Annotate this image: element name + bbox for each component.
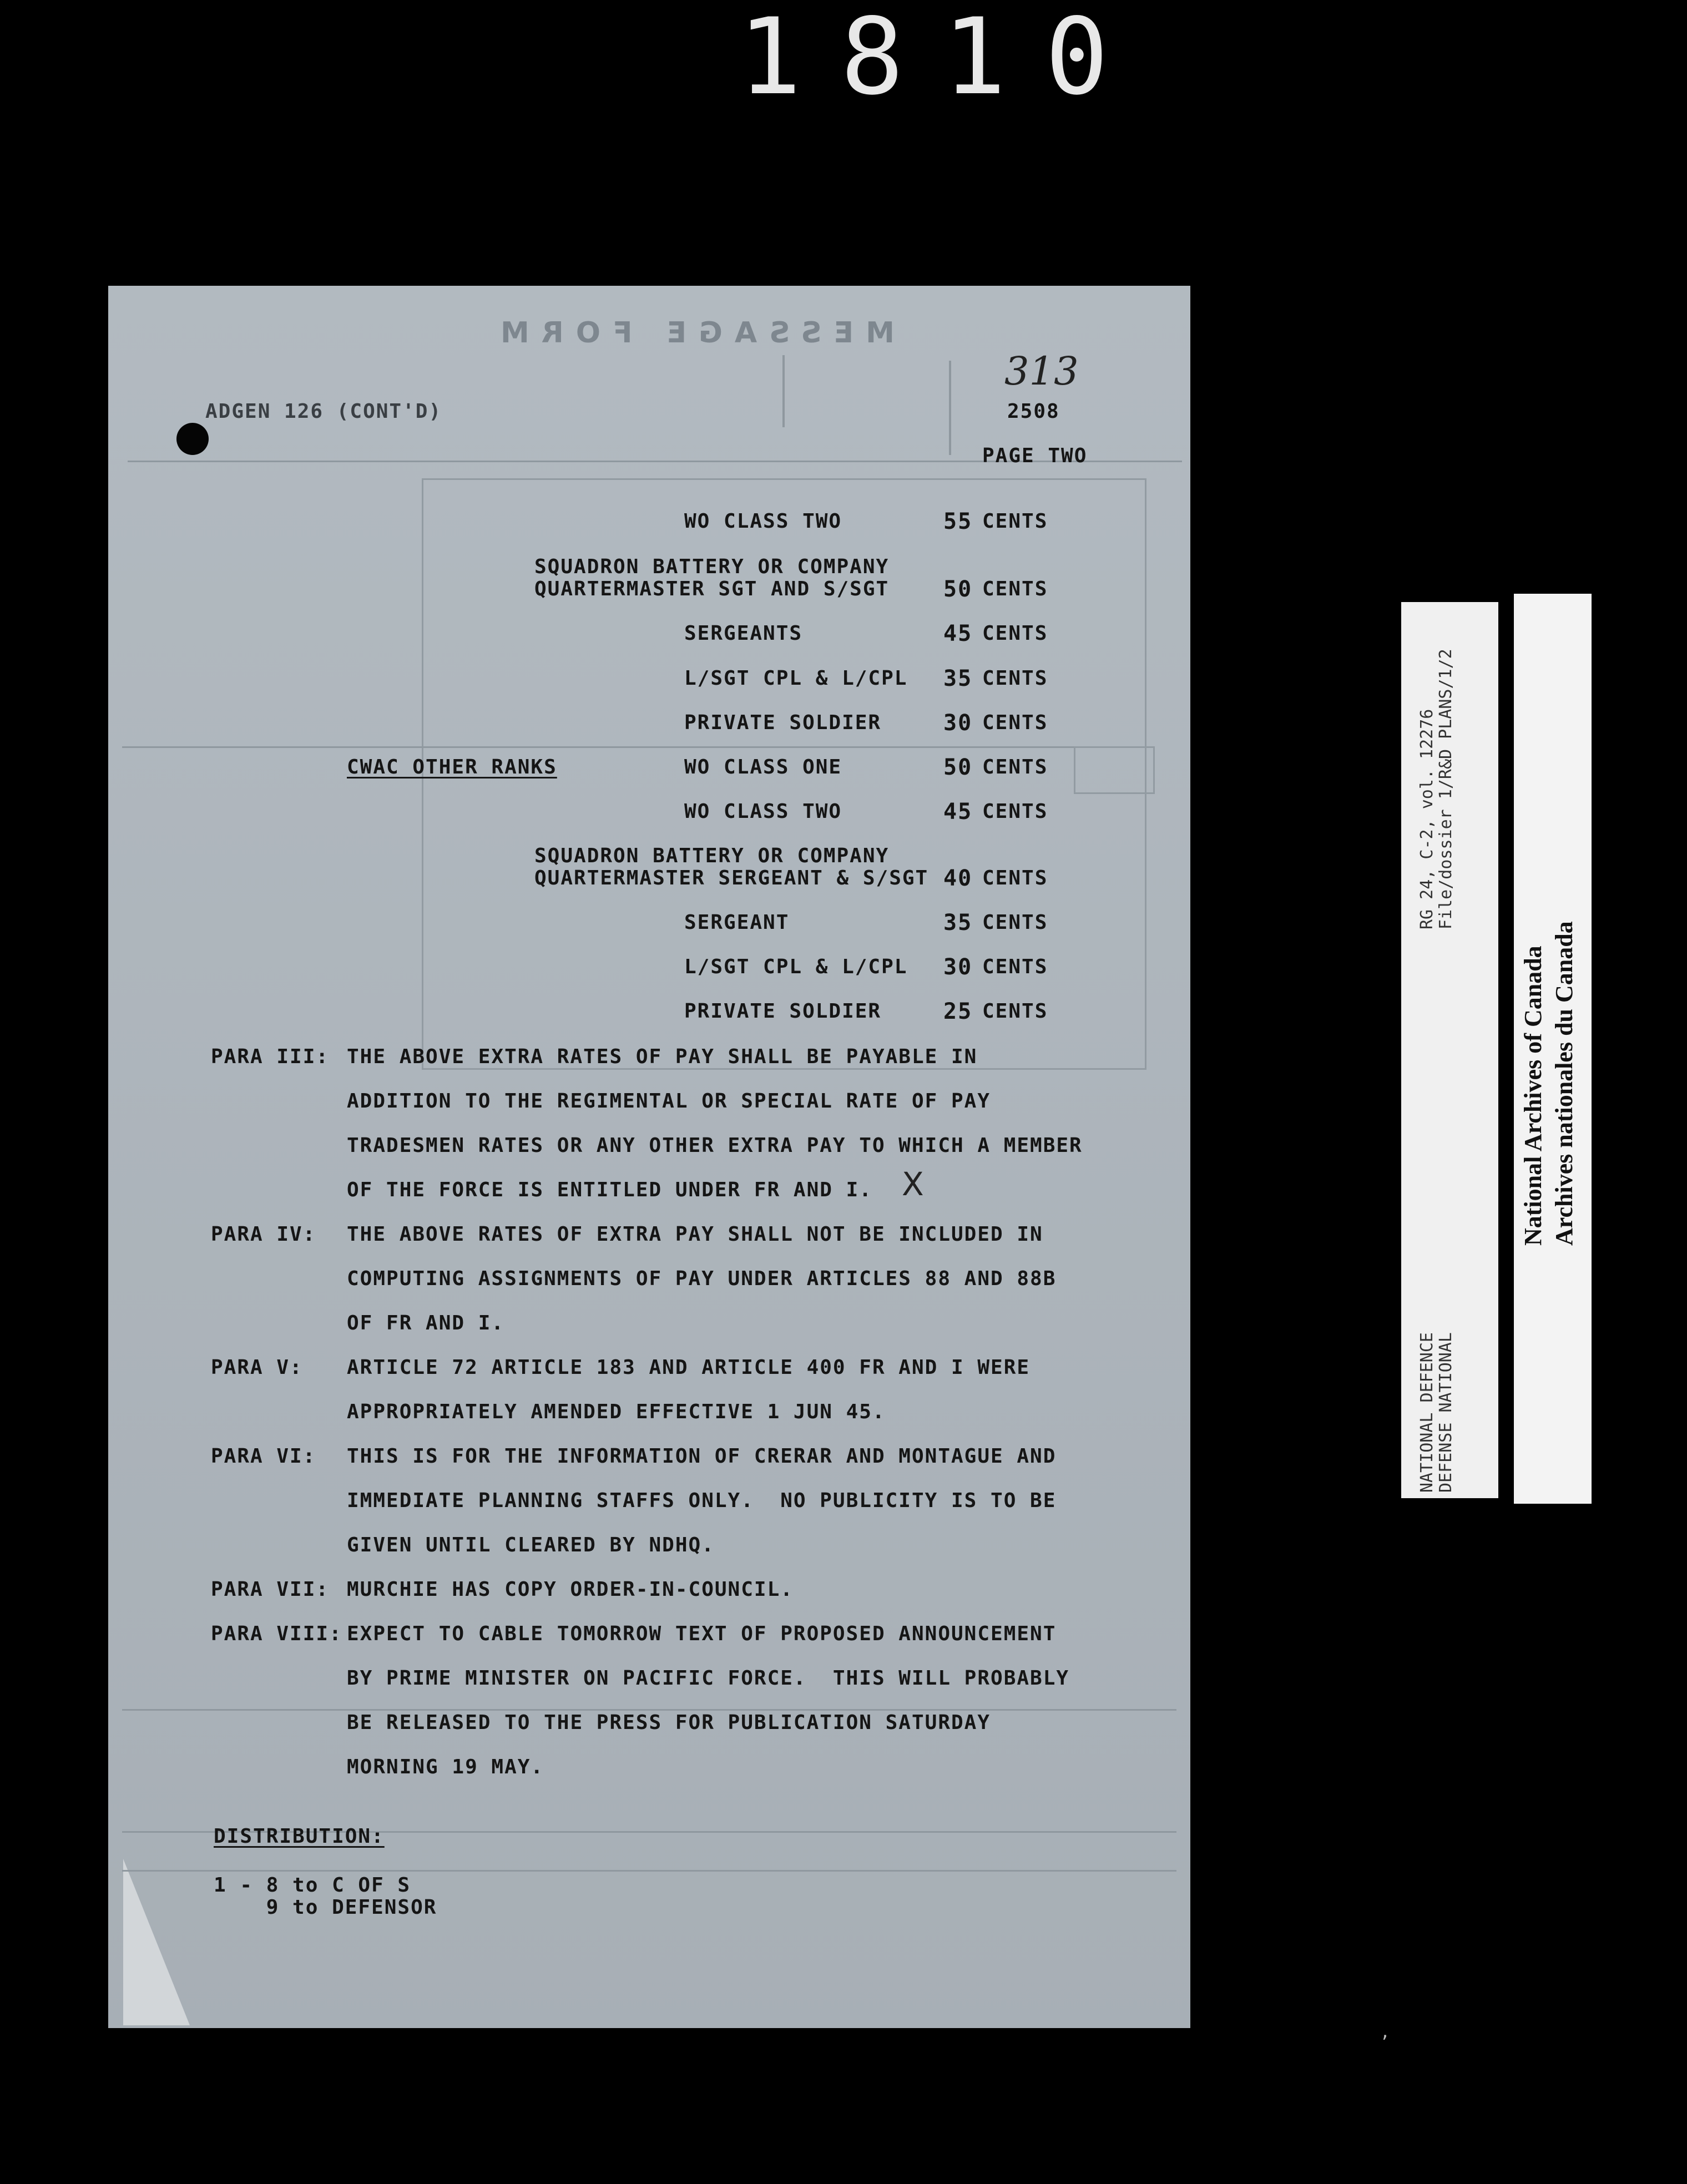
rate-rank: SQUADRON BATTERY OR COMPANY bbox=[534, 845, 890, 867]
rate-amount: 35 bbox=[943, 666, 973, 691]
para-line: APPROPRIATELY AMENDED EFFECTIVE 1 JUN 45. bbox=[347, 1401, 886, 1423]
rate-unit: CENTS bbox=[982, 800, 1048, 823]
para-line: COMPUTING ASSIGNMENTS OF PAY UNDER ARTICLES 88 AND 88B bbox=[347, 1267, 1057, 1290]
ghost-line bbox=[949, 361, 951, 455]
rate-rank: PRIVATE SOLDIER bbox=[684, 1000, 882, 1023]
archive-institution-line: Archives nationales du Canada bbox=[1550, 921, 1578, 1246]
para-label: PARA VIII: bbox=[211, 1622, 342, 1645]
rate-amount: 40 bbox=[943, 866, 973, 891]
para-line: GIVEN UNTIL CLEARED BY NDHQ. bbox=[347, 1534, 715, 1556]
cwac-label: CWAC OTHER RANKS bbox=[347, 756, 557, 778]
para-label: PARA VI: bbox=[211, 1445, 316, 1468]
rate-amount: 45 bbox=[943, 799, 973, 825]
rate-unit: CENTS bbox=[982, 578, 1048, 600]
message-number: 2508 bbox=[1007, 400, 1060, 423]
para-line: BE RELEASED TO THE PRESS FOR PUBLICATION SATURDAY bbox=[347, 1711, 991, 1734]
film-scratch-mark: , bbox=[1382, 2020, 1388, 2043]
archive-reference-line: File/dossier 1/R&D PLANS/1/2 bbox=[1436, 649, 1456, 929]
para-line: OF FR AND I. bbox=[347, 1312, 505, 1334]
archive-reference-line: RG 24, C-2, vol. 12276 bbox=[1417, 709, 1437, 929]
rate-rank: QUARTERMASTER SERGEANT & S/SGT bbox=[534, 867, 929, 889]
para-line: BY PRIME MINISTER ON PACIFIC FORCE. THIS WILL PROBABLY bbox=[347, 1667, 1070, 1690]
rate-amount: 50 bbox=[943, 755, 973, 780]
rate-rank: QUARTERMASTER SGT AND S/SGT bbox=[534, 578, 890, 600]
archive-department bbox=[1418, 1332, 1456, 1493]
archive-department-line: NATIONAL DEFENCE bbox=[1417, 1332, 1437, 1493]
rate-unit: CENTS bbox=[982, 1000, 1048, 1023]
rate-rank: WO CLASS ONE bbox=[684, 756, 842, 778]
archive-reference bbox=[1418, 649, 1456, 929]
archive-department-line: DEFENSE NATIONAL bbox=[1436, 1332, 1456, 1493]
ghost-line bbox=[122, 1870, 1176, 1872]
ghost-line bbox=[782, 355, 785, 427]
para-label: PARA III: bbox=[211, 1045, 330, 1068]
para-line: THIS IS FOR THE INFORMATION OF CRERAR AND MONTAGUE AND bbox=[347, 1445, 1057, 1468]
para-line: THE ABOVE RATES OF EXTRA PAY SHALL NOT BE INCLUDED IN bbox=[347, 1223, 1043, 1246]
distribution-line: 1 - 8 to C OF S bbox=[214, 1874, 411, 1897]
ghost-form-title: MESSAGE FORM bbox=[488, 316, 895, 350]
rate-amount: 25 bbox=[943, 999, 973, 1024]
rate-rank: SERGEANT bbox=[684, 911, 790, 934]
microfilm-frame-number: 1810 bbox=[738, 0, 1148, 118]
rate-rank: SQUADRON BATTERY OR COMPANY bbox=[534, 555, 890, 578]
rate-unit: CENTS bbox=[982, 622, 1048, 645]
para-label: PARA V: bbox=[211, 1356, 303, 1379]
para-label: PARA IV: bbox=[211, 1223, 316, 1246]
rate-rank: PRIVATE SOLDIER bbox=[684, 711, 882, 734]
rate-rank: L/SGT CPL & L/CPL bbox=[684, 667, 908, 690]
rate-rank: SERGEANTS bbox=[684, 622, 803, 645]
handwritten-folio: 313 bbox=[1004, 348, 1079, 394]
rate-amount: 45 bbox=[943, 621, 973, 646]
distribution-line: 9 to DEFENSOR bbox=[214, 1896, 437, 1919]
rate-unit: CENTS bbox=[982, 911, 1048, 934]
rate-unit: CENTS bbox=[982, 756, 1048, 778]
para-line: TRADESMEN RATES OR ANY OTHER EXTRA PAY TO WHICH A MEMBER bbox=[347, 1134, 1083, 1157]
message-reference: ADGEN 126 (CONT'D) bbox=[205, 400, 442, 423]
archive-institution bbox=[1518, 921, 1580, 1246]
rate-amount: 35 bbox=[943, 910, 973, 936]
rate-unit: CENTS bbox=[982, 667, 1048, 690]
para-line: OF THE FORCE IS ENTITLED UNDER FR AND I. bbox=[347, 1179, 872, 1201]
rate-rank: WO CLASS TWO bbox=[684, 800, 842, 823]
para-line: THE ABOVE EXTRA RATES OF PAY SHALL BE PAYABLE IN bbox=[347, 1045, 978, 1068]
para-line: ARTICLE 72 ARTICLE 183 AND ARTICLE 400 FR AND I WERE bbox=[347, 1356, 1031, 1379]
para-line: IMMEDIATE PLANNING STAFFS ONLY. NO PUBLICITY IS TO BE bbox=[347, 1489, 1057, 1512]
ghost-line bbox=[122, 746, 1149, 748]
page-indicator: PAGE TWO bbox=[982, 444, 1088, 467]
rate-amount: 50 bbox=[943, 577, 973, 602]
rate-unit: CENTS bbox=[982, 956, 1048, 978]
para-line: EXPECT TO CABLE TOMORROW TEXT OF PROPOSED ANNOUNCEMENT bbox=[347, 1622, 1057, 1645]
ghost-box bbox=[1074, 746, 1155, 794]
para-line: MORNING 19 MAY. bbox=[347, 1756, 544, 1778]
rate-unit: CENTS bbox=[982, 510, 1048, 533]
para-line: ADDITION TO THE REGIMENTAL OR SPECIAL RATE OF PAY bbox=[347, 1090, 991, 1113]
rate-rank: WO CLASS TWO bbox=[684, 510, 842, 533]
rate-rank: L/SGT CPL & L/CPL bbox=[684, 956, 908, 978]
rate-amount: 30 bbox=[943, 710, 973, 736]
distribution-heading: DISTRIBUTION: bbox=[214, 1825, 385, 1848]
handwritten-check-mark: X bbox=[902, 1165, 924, 1203]
rate-unit: CENTS bbox=[982, 867, 1048, 889]
ghost-line bbox=[122, 1709, 1176, 1711]
punch-hole bbox=[176, 423, 209, 455]
rate-amount: 30 bbox=[943, 954, 973, 980]
para-line: MURCHIE HAS COPY ORDER-IN-COUNCIL. bbox=[347, 1578, 794, 1601]
rate-amount: 55 bbox=[943, 509, 973, 534]
rate-unit: CENTS bbox=[982, 711, 1048, 734]
para-label: PARA VII: bbox=[211, 1578, 330, 1601]
archive-institution-line: National Archives of Canada bbox=[1519, 946, 1547, 1246]
